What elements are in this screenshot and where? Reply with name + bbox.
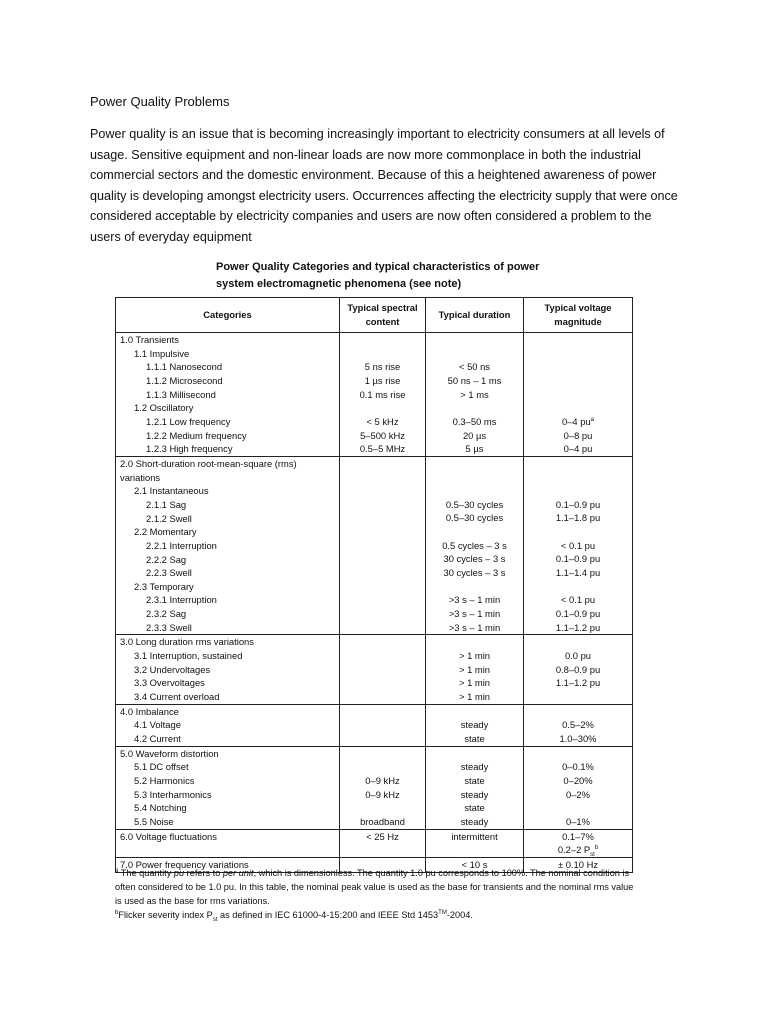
voltage-value [524,690,632,704]
voltage-value: 1.1–1.8 pu [555,512,601,524]
duration-value: intermittent [451,830,498,842]
duration-value: > 1 ms [460,388,489,400]
voltage-cell [524,456,633,635]
spectral-cell [340,456,426,635]
duration-value: < 10 s [461,858,488,870]
voltage-value: 0–20% [563,774,593,786]
spectral-value [340,333,425,347]
duration-value: 30 cycles – 3 s [443,567,506,579]
voltage-value: 0–1% [566,815,590,827]
duration-value: 50 ns – 1 ms [447,374,502,386]
table-caption: Power Quality Categories and typical characteristics of power system electromagnetic phenomena (see note) [216,261,540,290]
duration-value: > 1 min [458,650,490,662]
voltage-value [524,374,632,388]
voltage-value [524,635,632,649]
duration-value [426,401,523,415]
duration-value: 0.3–50 ms [452,415,497,427]
note-text: Flicker severity index P [118,910,213,920]
category-label: 3.2 Undervoltages [134,663,211,675]
voltage-cell [524,746,633,829]
categories-cell [116,456,340,635]
category-label: 3.1 Interruption, sustained [134,650,243,662]
duration-value: 20 µs [462,429,487,441]
voltage-value: 0.1–7% [562,830,594,842]
voltage-value: 0–0.1% [562,761,594,773]
duration-value: >3 s – 1 min [448,608,501,620]
duration-value: 0.5–30 cycles [445,498,504,510]
spectral-value [340,401,425,415]
page-heading: Power Quality Problems [90,94,230,109]
category-label: 2.3.3 Swell [146,621,192,633]
category-label: 3.4 Current overload [134,691,220,703]
duration-value: steady [460,815,489,827]
categories-cell [116,704,340,746]
category-label: 4.2 Current [134,733,181,745]
spectral-value: 5–500 kHz [360,429,405,441]
spectral-cell [340,829,426,857]
category-label: 3.3 Overvoltages [134,677,205,689]
category-label: 2.0 Short-duration root-mean-square (rms) [120,457,297,469]
intro-paragraph: Power quality is an issue that is becoming increasingly important to electricity consumers at all levels of usage. Sensitive equipment and non-linear loads are now more commonplace in both the industrial commercial sectors and the domestic environment. Because of this a heightened awareness of power quality is developing amongst electricity users. Occurrences affecting the electricity supply that were once considered acceptable by electricity companies and users are now often considered a problem to the users of everyday equipment [90,127,678,244]
voltage-value-text: 0.2–2 P [557,844,591,856]
duration-value: > 1 min [458,691,490,703]
spectral-value: 0.5–5 MHz [359,443,406,455]
duration-value: < 50 ns [458,361,490,373]
voltage-value [524,525,632,539]
duration-value [426,705,523,719]
duration-value [426,457,523,471]
spectral-value [340,760,425,774]
note-italic: per unit [222,868,254,878]
category-label: 1.1 Impulsive [134,347,190,359]
category-label: 6.0 Voltage fluctuations [120,830,217,842]
spectral-value [340,347,425,361]
category-label: 2.2.2 Sag [146,553,187,565]
duration-value: state [464,774,485,786]
voltage-value: 0.5–2% [562,719,594,731]
duration-value: state [464,733,485,745]
categories-cell [116,829,340,857]
table-row [116,333,633,457]
category-label: 1.2.2 Medium frequency [146,429,247,441]
table-row [116,746,633,829]
duration-cell [426,704,524,746]
spectral-cell [340,704,426,746]
voltage-value: 0.8–0.9 pu [555,663,601,675]
header-categories: Categories [116,298,340,333]
duration-value [426,471,523,485]
voltage-value [524,333,632,347]
category-label: 2.3.1 Interruption [146,594,217,606]
spectral-value: < 5 kHz [366,415,399,427]
duration-value: 0.5–30 cycles [445,512,504,524]
voltage-value [524,747,632,761]
footnote-b [115,908,635,922]
voltage-value [524,401,632,415]
pst-subscript: st [590,852,595,859]
categories-cell [116,635,340,704]
category-label: 1.1.1 Nanosecond [146,361,223,373]
category-label: 1.0 Transients [120,334,179,345]
duration-value: > 1 min [458,677,490,689]
duration-value [426,635,523,649]
category-label: 5.1 DC offset [134,761,189,773]
voltage-value: 1.1–1.2 pu [555,621,601,633]
category-label: 2.1.2 Swell [146,512,192,524]
category-label: 2.2.3 Swell [146,567,192,579]
duration-value: 30 cycles – 3 s [443,553,506,565]
voltage-cell [524,635,633,704]
duration-value: >3 s – 1 min [448,594,501,606]
duration-cell [426,635,524,704]
voltage-value [524,843,632,857]
category-label: 7.0 Power frequency variations [120,858,249,870]
duration-cell [426,456,524,635]
voltage-value [524,580,632,594]
category-label: 4.1 Voltage [134,719,181,731]
voltage-value: 1.1–1.4 pu [555,567,601,579]
voltage-value [524,347,632,361]
header-voltage: Typical voltage magnitude [524,298,633,333]
table-header-row [116,298,633,333]
category-label: 2.2.1 Interruption [146,539,217,551]
duration-cell [426,333,524,457]
category-label: 1.2 Oscillatory [134,402,194,414]
spectral-value [340,843,425,857]
category-label: 5.5 Noise [134,815,174,827]
voltage-value [524,484,632,498]
note-italic: pu [173,868,185,878]
category-label: 3.0 Long duration rms variations [120,636,254,648]
voltage-value [524,415,632,429]
duration-value: 0.5 cycles – 3 s [442,539,507,551]
spectral-cell [340,333,426,457]
voltage-value: 0–8 pu [563,429,593,441]
category-label: 1.1.2 Microsecond [146,374,223,386]
voltage-value: 0.1–0.9 pu [555,553,601,565]
duration-value [426,747,523,761]
voltage-value [524,705,632,719]
voltage-value: 1.1–1.2 pu [555,677,601,689]
power-quality-table [115,297,633,873]
spectral-value: 5 ns rise [364,361,401,373]
duration-value [426,580,523,594]
table-row [116,829,633,857]
category-label: 2.3.2 Sag [146,608,187,620]
duration-value [426,843,523,857]
voltage-value: < 0.1 pu [560,594,596,606]
note-text: -2004. [446,910,473,920]
spectral-value [340,747,425,761]
duration-value: steady [460,719,489,731]
voltage-value [524,457,632,471]
voltage-value [524,388,632,402]
categories-cell [116,333,340,457]
table-row [116,635,633,704]
category-label: 5.2 Harmonics [134,775,195,786]
footnote-a-label: a [115,867,119,874]
voltage-value: < 0.1 pu [560,539,596,551]
voltage-value: 0–2% [566,788,590,800]
spectral-value: 0–9 kHz [365,774,400,786]
duration-value: > 1 min [458,663,490,675]
pst-subscript: st [212,916,218,923]
voltage-value [524,801,632,815]
spectral-value: 1 µs rise [364,374,401,386]
note-text: as defined in IEC 61000-4-15:200 and IEEE Std 1453 [217,910,439,920]
spectral-value: broadband [360,815,405,827]
voltage-value [524,360,632,374]
duration-value: state [464,802,485,814]
category-label: 2.1.1 Sag [146,498,187,510]
header-spectral: Typical spectral content [340,298,426,333]
footnote-b-marker: b [594,845,599,852]
category-label: 1.2.1 Low frequency [146,415,231,427]
category-label: 5.4 Notching [134,802,187,814]
voltage-value: 1.0–30% [559,733,597,745]
spectral-cell [340,746,426,829]
duration-value [426,347,523,361]
duration-value [426,333,523,347]
spectral-cell [340,635,426,704]
category-label: 1.2.3 High frequency [146,443,233,455]
table-notes [115,866,635,922]
duration-value: steady [460,761,489,773]
voltage-value: ± 0.10 Hz [557,858,599,870]
category-label: 2.2 Momentary [134,526,197,538]
duration-value: >3 s – 1 min [448,621,501,633]
categories-cell [116,746,340,829]
note-text: refers to [184,868,223,878]
header-duration: Typical duration [426,298,524,333]
footnote-b-label: b [115,909,119,916]
spectral-value: 0.1 ms rise [359,388,406,400]
duration-value: 5 µs [465,443,484,455]
footnote-a [115,866,635,908]
category-label: 1.1.3 Millisecond [146,388,216,400]
duration-value [426,525,523,539]
duration-value: steady [460,788,489,800]
voltage-cell [524,333,633,457]
voltage-cell [524,829,633,857]
category-label: 2.1 Instantaneous [134,485,209,497]
voltage-value: 0–4 pu [563,443,593,455]
spectral-value: < 25 Hz [366,830,399,842]
note-text: The quantity [120,868,174,878]
trademark-mark: TM [438,909,447,916]
table-row [116,456,633,635]
spectral-value: 0–9 kHz [365,788,400,800]
voltage-value: 0.0 pu [564,650,592,662]
footnote-a-marker: a [590,416,595,423]
duration-cell [426,746,524,829]
voltage-value: 0.1–0.9 pu [555,608,601,620]
category-label: 2.3 Temporary [134,580,194,592]
spectral-value [340,801,425,815]
voltage-value-text: 0–4 pu [561,415,591,427]
voltage-value [524,471,632,485]
category-label: 5.0 Waveform distortion [120,747,219,759]
voltage-cell [524,704,633,746]
category-label: 5.3 Interharmonics [134,788,212,800]
note-text: , which is dimensionless. The quantity 1.0 pu corresponds to 100%. The nominal condition is often considered to be 1.0 pu. In this table, the nominal peak value is used as the base for transients and the nominal rms value is used as the base for rms variations. [115,868,634,906]
voltage-value: 0.1–0.9 pu [555,498,601,510]
category-label: 4.0 Imbalance [120,705,179,717]
duration-cell [426,829,524,857]
category-label: variations [120,471,161,483]
duration-value [426,484,523,498]
table-row [116,704,633,746]
